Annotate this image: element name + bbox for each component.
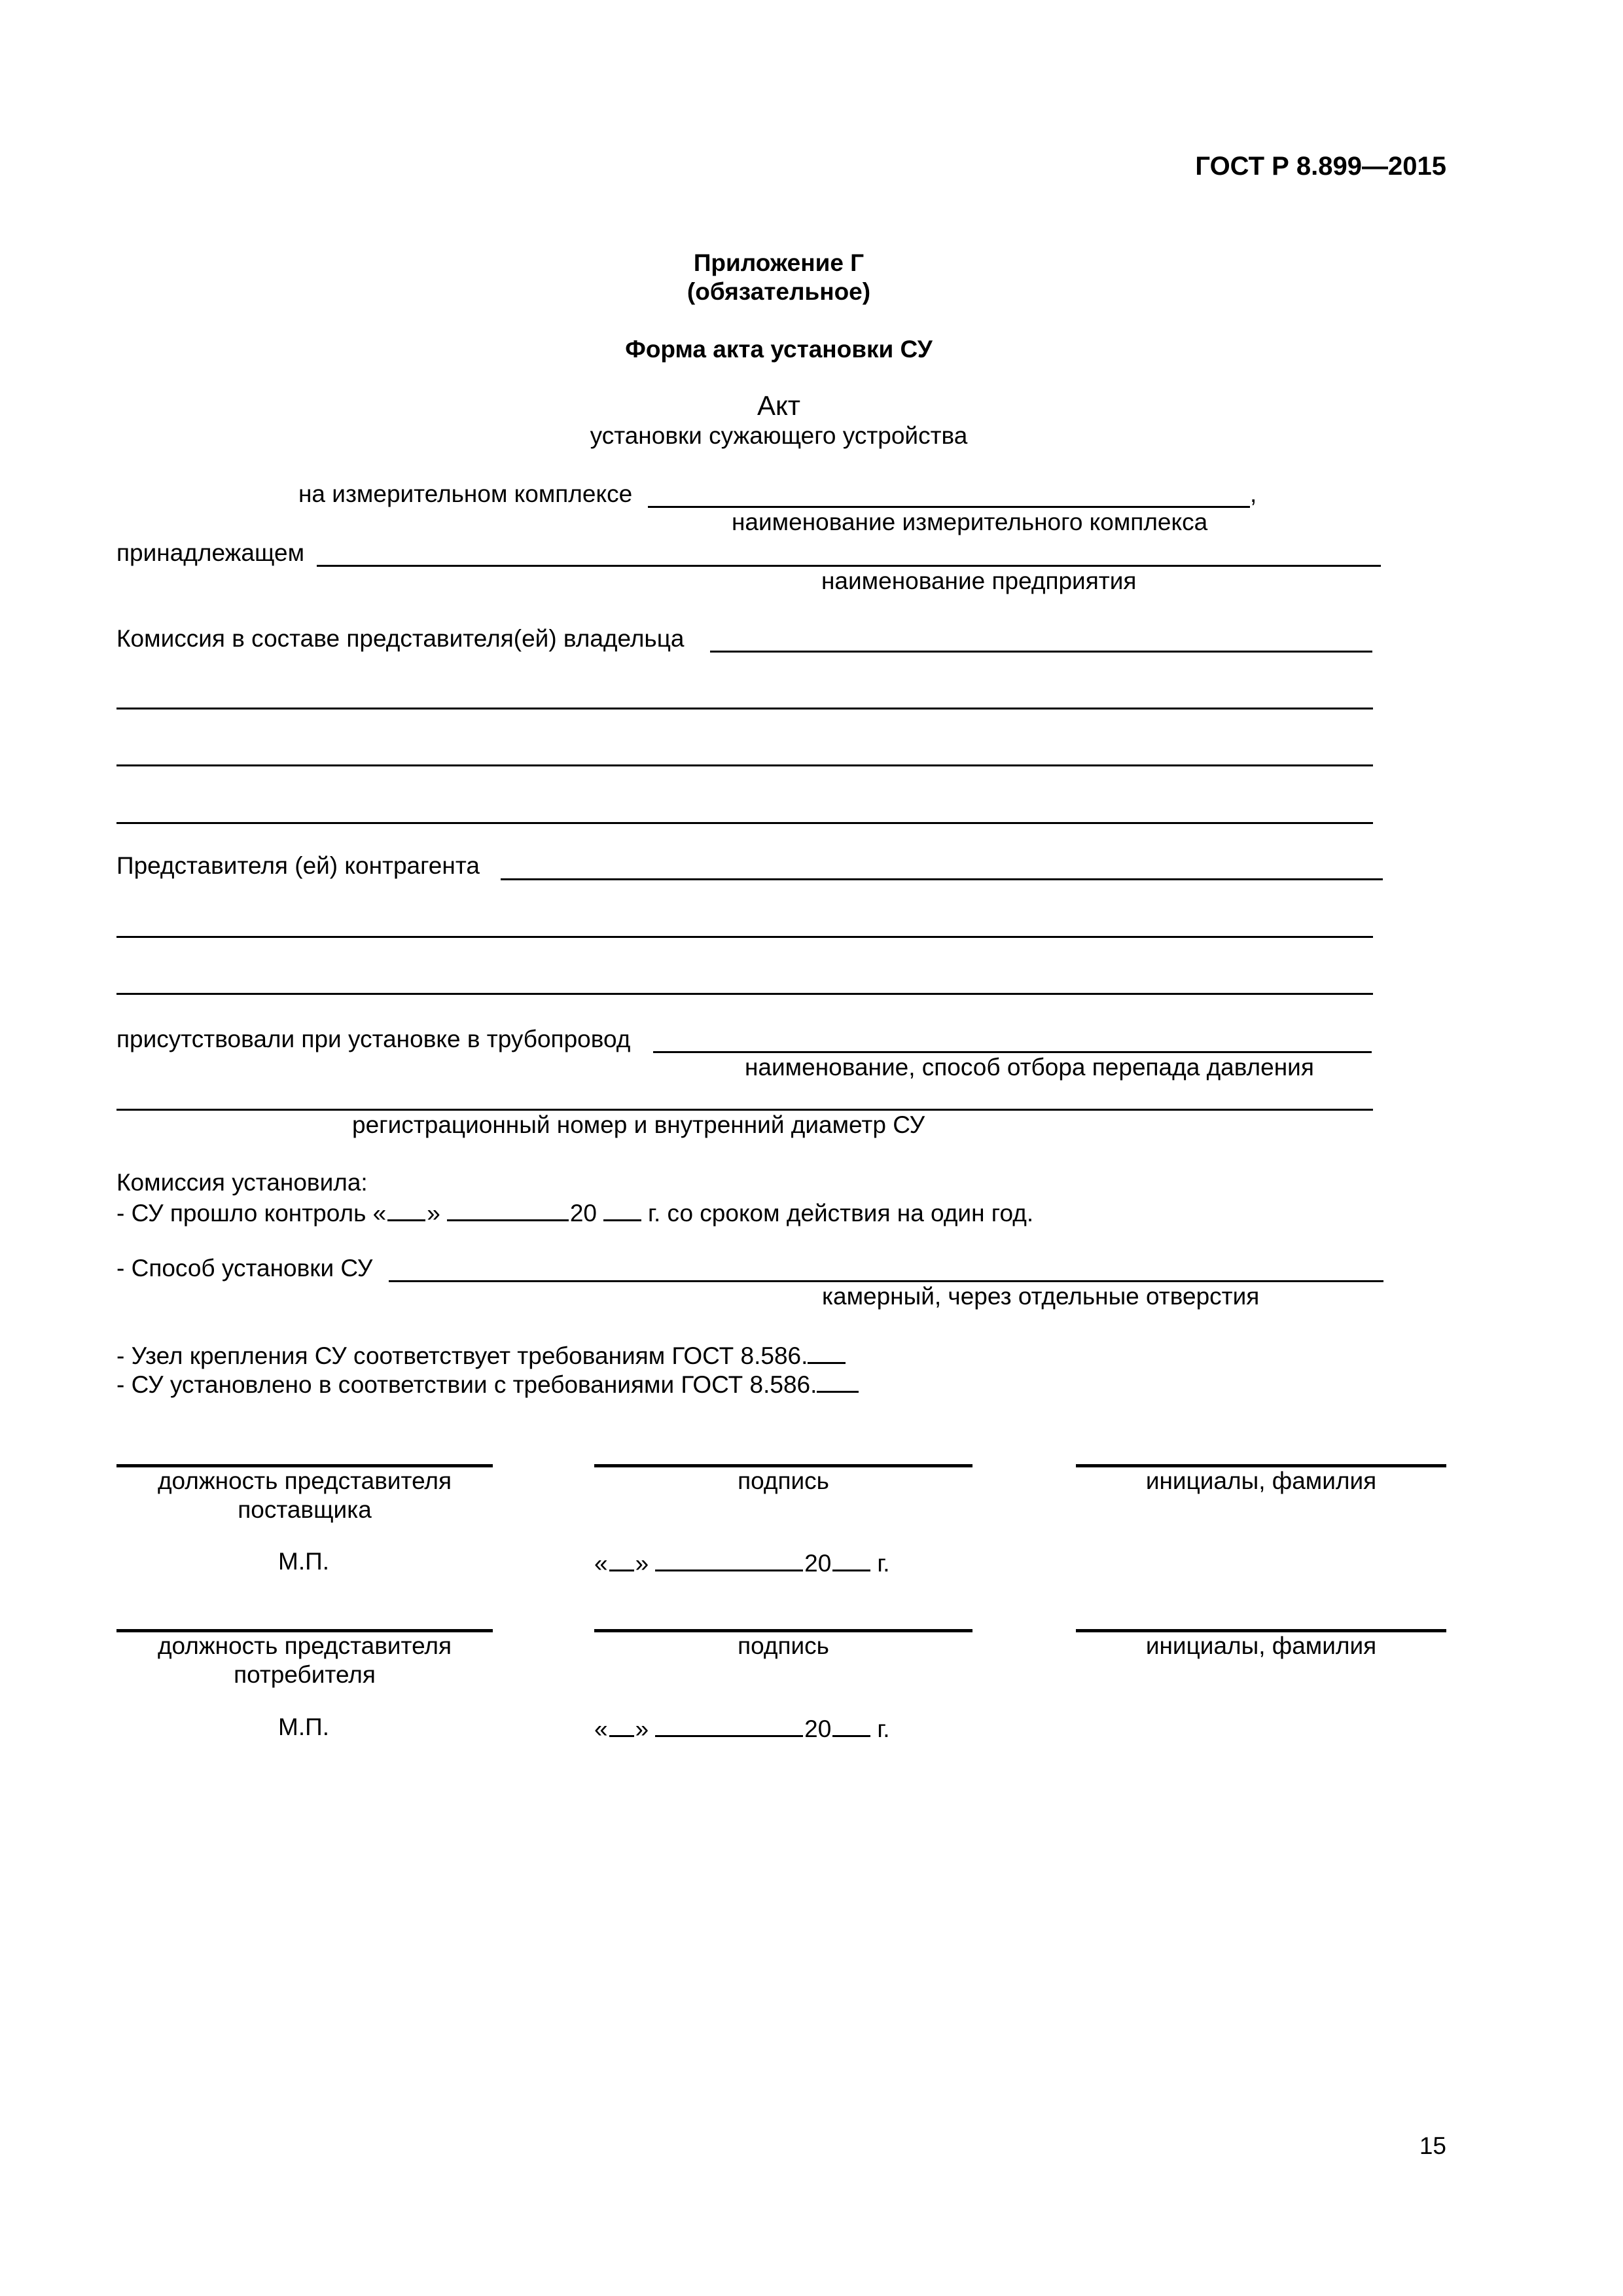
- owner-label: принадлежащем: [116, 539, 305, 566]
- method-label: - Способ установки СУ: [116, 1255, 373, 1282]
- counterparty-line-1[interactable]: [501, 878, 1383, 880]
- supplier-date-open: «: [594, 1550, 608, 1577]
- supplier-position-caption-1: должность представителя: [157, 1467, 452, 1494]
- control-suffix: г. со сроком действия на один год.: [647, 1200, 1034, 1227]
- supplier-position-caption-2: поставщика: [238, 1496, 372, 1523]
- method-caption: камерный, через отдельные отверстия: [822, 1283, 1260, 1310]
- consumer-date: [594, 1713, 890, 1744]
- appendix-title: Приложение Г: [693, 249, 865, 276]
- established-label: Комиссия установила:: [116, 1169, 368, 1196]
- present-caption: наименование, способ отбора перепада давления: [745, 1054, 1314, 1081]
- supplier-month-blank[interactable]: [655, 1547, 803, 1571]
- consumer-date-close: »: [635, 1715, 649, 1742]
- control-month-blank[interactable]: [447, 1197, 569, 1221]
- present-label: присутствовали при установке в трубопровод: [116, 1026, 631, 1052]
- act-subtitle: установки сужающего устройства: [590, 422, 968, 449]
- consumer-signature-caption: подпись: [738, 1632, 829, 1659]
- control-prefix: - СУ прошло контроль «: [116, 1200, 387, 1227]
- commission-line-1[interactable]: [710, 651, 1372, 653]
- node-conformance: [116, 1340, 847, 1371]
- control-day-blank[interactable]: [387, 1197, 425, 1221]
- reg-caption: регистрационный номер и внутренний диаметр СУ: [352, 1111, 925, 1138]
- counterparty-label: Представителя (ей) контрагента: [116, 852, 480, 879]
- commission-line-2[interactable]: [116, 708, 1373, 709]
- act-title: Акт: [757, 390, 801, 421]
- node-text: - Узел крепления СУ соответствует требованиям ГОСТ 8.586.: [116, 1342, 808, 1369]
- installed-text: - СУ установлено в соответствии с требованиями ГОСТ 8.586.: [116, 1371, 817, 1398]
- complex-label: на измерительном комплексе: [298, 480, 633, 507]
- complex-comma: ,: [1250, 480, 1257, 507]
- control-year-prefix: 20: [569, 1200, 597, 1227]
- appendix-status: [0, 278, 1558, 306]
- consumer-day-blank[interactable]: [609, 1713, 634, 1737]
- supplier-date-suffix: г.: [877, 1550, 890, 1577]
- owner-caption: наименование предприятия: [821, 567, 1137, 594]
- complex-caption: наименование измерительного комплекса: [732, 509, 1208, 535]
- page-number: 15: [1419, 2132, 1446, 2159]
- supplier-year-blank[interactable]: [832, 1547, 870, 1571]
- consumer-month-blank[interactable]: [655, 1713, 803, 1737]
- installed-conformance: [116, 1369, 860, 1399]
- supplier-date-close: »: [635, 1550, 649, 1577]
- consumer-year-blank[interactable]: [832, 1713, 870, 1737]
- supplier-signature-caption: подпись: [738, 1467, 829, 1494]
- consumer-year-prefix: 20: [804, 1715, 832, 1742]
- consumer-name-caption: инициалы, фамилия: [1145, 1632, 1377, 1659]
- counterparty-line-2[interactable]: [116, 936, 1373, 938]
- consumer-position-caption-2: потребителя: [234, 1661, 376, 1688]
- supplier-name-caption: инициалы, фамилия: [1145, 1467, 1377, 1494]
- commission-line-3[interactable]: [116, 764, 1373, 766]
- form-title: Форма акта установки СУ: [625, 336, 933, 363]
- counterparty-line-3[interactable]: [116, 993, 1373, 995]
- supplier-date: [594, 1547, 890, 1578]
- commission-line-4[interactable]: [116, 822, 1373, 824]
- commission-label: Комиссия в составе представителя(ей) владельца: [116, 625, 685, 652]
- appendix-status-text: (обязательное): [687, 278, 871, 305]
- consumer-position-caption-1: должность представителя: [157, 1632, 452, 1659]
- control-year-blank[interactable]: [603, 1197, 641, 1221]
- node-blank[interactable]: [808, 1340, 846, 1364]
- document-standard-number: ГОСТ Р 8.899—2015: [1195, 152, 1446, 181]
- supplier-stamp: М.П.: [278, 1548, 329, 1575]
- control-quote-close: »: [427, 1200, 440, 1227]
- installed-blank[interactable]: [817, 1369, 859, 1393]
- supplier-day-blank[interactable]: [609, 1547, 634, 1571]
- consumer-date-suffix: г.: [877, 1715, 890, 1742]
- consumer-stamp: М.П.: [278, 1713, 329, 1740]
- control-line: [116, 1197, 1033, 1228]
- consumer-date-open: «: [594, 1715, 608, 1742]
- supplier-year-prefix: 20: [804, 1550, 832, 1577]
